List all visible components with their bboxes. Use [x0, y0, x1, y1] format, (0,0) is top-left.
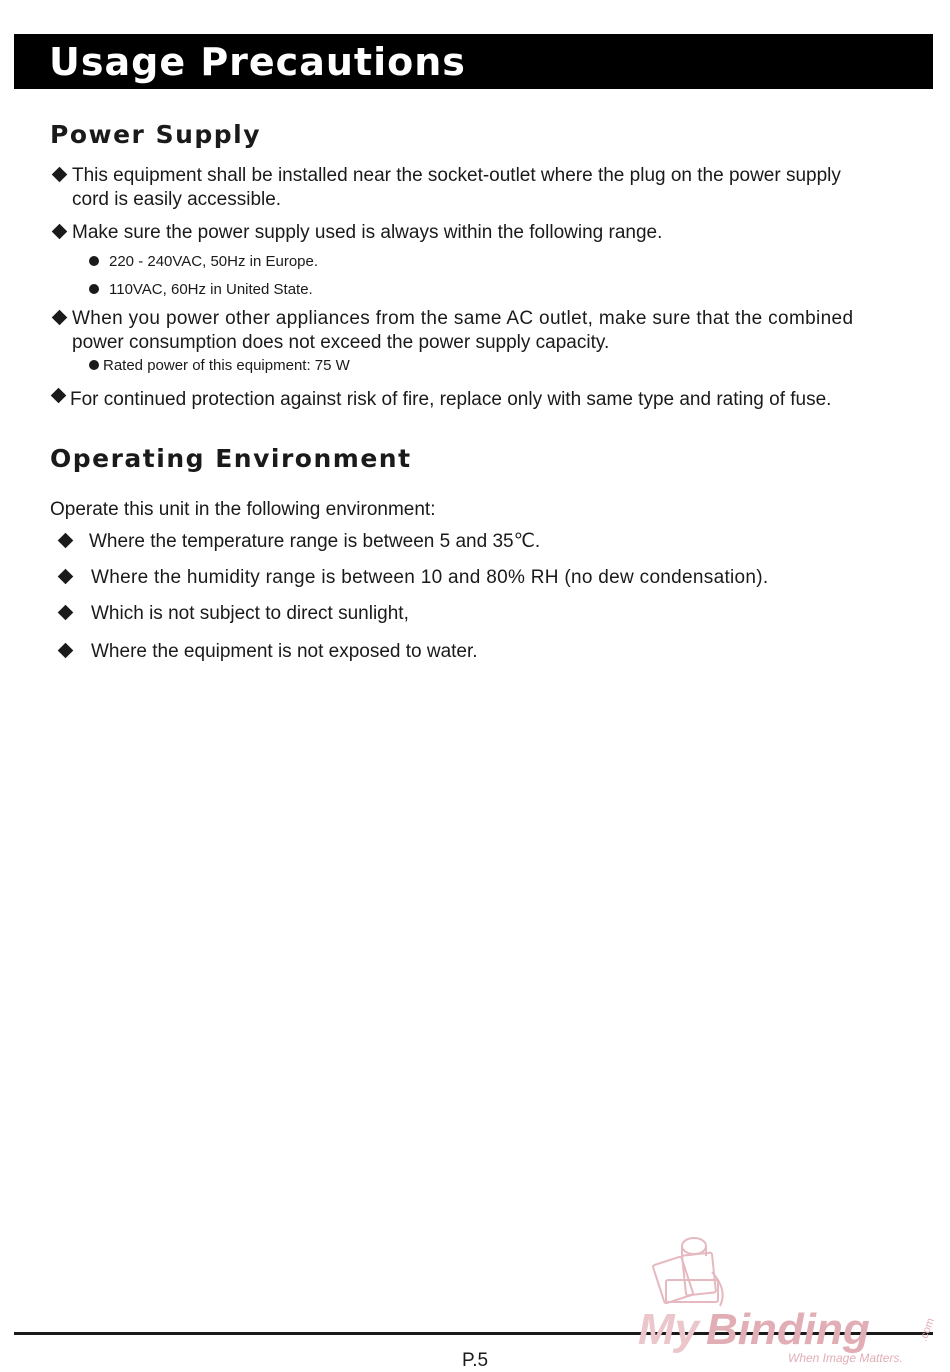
power-item-1-line-2: cord is easily accessible.: [72, 189, 282, 210]
svg-text:.com: .com: [917, 1316, 937, 1344]
environment-item-3: Which is not subject to direct sunlight,: [91, 603, 409, 624]
bullet-dot-icon: [89, 360, 99, 370]
power-item-1-line-1: This equipment shall be installed near the socket-outlet where the plug on the power supply: [72, 165, 841, 186]
bullet-diamond-icon: [52, 310, 68, 326]
power-item-2-line-1: Make sure the power supply used is always within the following range.: [72, 222, 663, 243]
power-item-3-sub-1: Rated power of this equipment: 75 W: [103, 357, 350, 374]
bullet-dot-icon: [89, 284, 99, 294]
svg-text:Binding: Binding: [706, 1305, 870, 1354]
environment-item-1: Where the temperature range is between 5 and 35℃.: [89, 531, 541, 552]
power-item-2-sub-2: 110VAC, 60Hz in United State.: [109, 281, 313, 298]
operating-environment-intro: Operate this unit in the following environment:: [50, 499, 436, 520]
bullet-diamond-icon: [58, 605, 74, 621]
power-item-2-sub-1: 220 - 240VAC, 50Hz in Europe.: [109, 253, 319, 270]
bullet-diamond-icon: [51, 388, 67, 404]
page-title: Usage Precautions: [49, 40, 466, 84]
title-bar: [14, 34, 933, 89]
power-item-4-line-1: For continued protection against risk of fire, replace only with same type and rating of fuse.: [70, 389, 832, 410]
operating-environment-heading: Operating Environment: [50, 444, 412, 473]
bullet-diamond-icon: [58, 643, 74, 659]
page-number: P.5: [462, 1350, 489, 1371]
bullet-diamond-icon: [58, 569, 74, 585]
environment-item-4: Where the equipment is not exposed to water.: [91, 641, 478, 662]
power-supply-heading: Power Supply: [50, 120, 262, 149]
bullet-dot-icon: [89, 256, 99, 266]
bullet-diamond-icon: [52, 224, 68, 240]
mybinding-watermark-logo: [636, 1232, 946, 1367]
bullet-diamond-icon: [58, 533, 74, 549]
environment-item-2: Where the humidity range is between 10 and 80% RH (no dew condensation).: [91, 567, 769, 588]
power-item-3-line-1: When you power other appliances from the same AC outlet, make sure that the combined: [72, 308, 854, 329]
svg-text:My: My: [638, 1305, 700, 1354]
svg-text:When Image Matters.: When Image Matters.: [788, 1351, 903, 1365]
power-item-3-line-2: power consumption does not exceed the power supply capacity.: [72, 332, 610, 353]
bullet-diamond-icon: [52, 167, 68, 183]
